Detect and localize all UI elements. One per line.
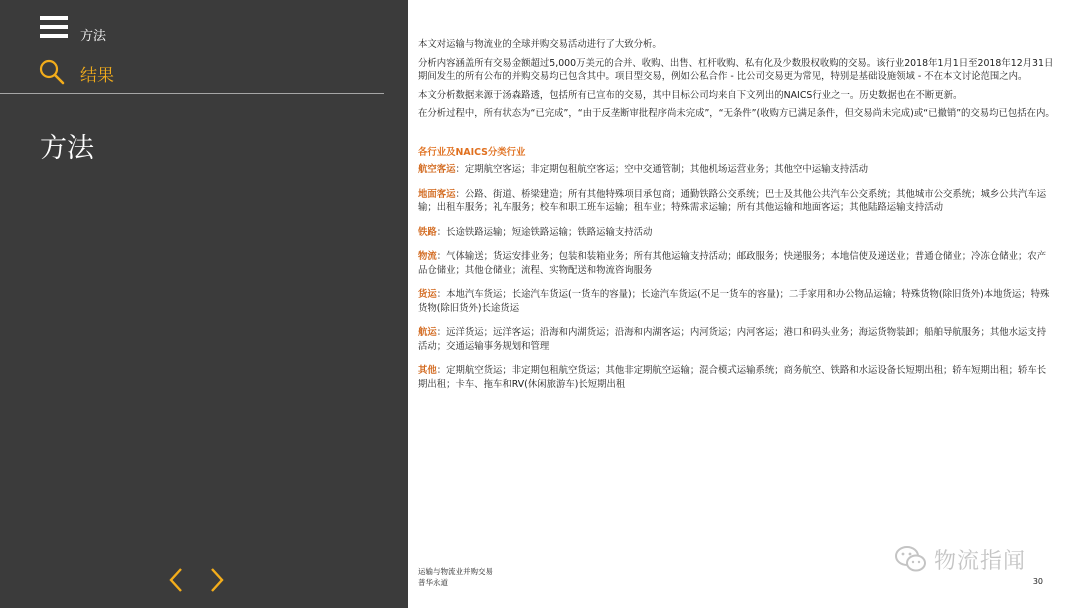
category-name: 货运 (418, 289, 437, 300)
category-text: 气体输送；货运安排业务；包装和装箱业务；所有其他运输支持活动；邮政服务；快递服务；本地信使及递送业；普通仓储业；冷冻仓储业；农产品仓储业；其他仓储业；流程、实物配送和物流咨询服务 (418, 251, 1047, 276)
category-item (418, 226, 1055, 240)
intro-paragraph: 本文对运输与物流业的全球并购交易活动进行了大致分析。 (418, 39, 662, 50)
sidebar-divider (0, 93, 384, 94)
category-item (418, 364, 1055, 391)
category-item (418, 288, 1055, 315)
menu-label[interactable]: 方法 (80, 29, 107, 44)
scope-paragraph: 分析内容涵盖所有交易金额超过5,000万美元的合并、收购、出售、杠杆收购、私有化及少数股权收购的交易。该行业2018年1月1日至2018年12月31日期间发生的所有公布的并购交易均已包含其中。项目型交易，例如公私合作 - 比公司交易更为常见，特别是基础设施领域 - 不在本文讨论范围之内。 (418, 57, 1054, 82)
category-name: 地面客运 (418, 188, 456, 200)
category-text: 本地汽车货运；长途汽车货运(一货车的容量)；长途汽车货运(不足一货车的容量)；二手家用和办公物品运输；特殊货物(除旧货外)本地货运；特殊货物(除旧货外)长途货运 (418, 289, 1050, 314)
footer-report-title: 运输与物流业并购交易 (418, 567, 493, 576)
sidebar (0, 0, 408, 608)
chevron-right-icon[interactable] (206, 566, 228, 594)
wechat-icon (894, 544, 928, 574)
category-text: 公路、街道、桥梁建造；所有其他特殊项目承包商；通勤铁路公交系统；巴士及其他公共汽车公交系统；其他城市公交系统；城乡公共汽车运输；出租车服务；礼车服务；校车和职工班车运输；租车业；特殊需求运输；所有其他运输和地面客运；其他陆路运输支持活动 (418, 188, 1047, 213)
category-separator: ： (436, 289, 447, 300)
chevron-left-icon[interactable] (165, 566, 187, 594)
watermark (894, 540, 1064, 580)
category-separator: ： (455, 188, 465, 200)
watermark-text: 物流指闻 (934, 549, 1027, 574)
category-separator: ： (436, 226, 447, 238)
category-item (418, 188, 1055, 215)
content-body (418, 38, 1055, 402)
category-text: 定期航空货运；非定期包租航空货运；其他非定期航空运输；混合模式运输系统；商务航空、铁路和水运设备长短期出租；轿车短期出租；轿车长期出租；卡车、拖车和RV(休闲旅游车)长短期出租 (418, 365, 1047, 390)
page-heading: 方法 (40, 133, 94, 164)
category-separator: ： (436, 365, 447, 376)
category-name: 铁路 (418, 226, 437, 238)
category-name: 航空客运 (418, 164, 456, 175)
menu-icon[interactable] (40, 16, 68, 38)
category-name: 物流 (418, 251, 437, 262)
category-item (418, 163, 1055, 177)
footer-company: 普华永道 (418, 578, 448, 587)
category-name: 航运 (418, 327, 437, 338)
category-text: 远洋货运；远洋客运；沿海和内湖货运；沿海和内湖客运；内河货运；内河客运；港口和码头业务；海运货物装卸；船舶导航服务；其他水运支持活动；交通运输事务规划和管理 (418, 327, 1047, 352)
status-paragraph: 在分析过程中，所有状态为“已完成”，“由于反垄断审批程序尚未完成”，“无条件”(收购方已满足条件，但交易尚未完成)或“已撤销”的交易均已包括在内。 (418, 108, 1055, 119)
category-item (418, 326, 1055, 353)
category-separator: ： (455, 164, 465, 175)
category-separator: ： (436, 327, 447, 338)
category-text: 长途铁路运输；短途铁路运输；铁路运输支持活动 (446, 226, 653, 238)
main-content (408, 0, 1080, 608)
category-item (418, 250, 1055, 277)
results-label[interactable]: 结果 (80, 66, 114, 86)
category-text: 定期航空客运；非定期包租航空客运；空中交通管制；其他机场运营业务；其他空中运输支持活动 (464, 164, 869, 175)
category-name: 其他 (418, 365, 437, 376)
section-title: 各行业及NAICS分类行业 (418, 146, 526, 158)
search-icon[interactable] (38, 58, 66, 86)
source-paragraph: 本文分析数据来源于汤森路透，包括所有已宣布的交易，其中目标公司均来自下文列出的NAICS行业之一。历史数据也在不断更新。 (418, 89, 963, 101)
page-number: 30 (1032, 577, 1043, 586)
category-separator: ： (436, 251, 447, 262)
